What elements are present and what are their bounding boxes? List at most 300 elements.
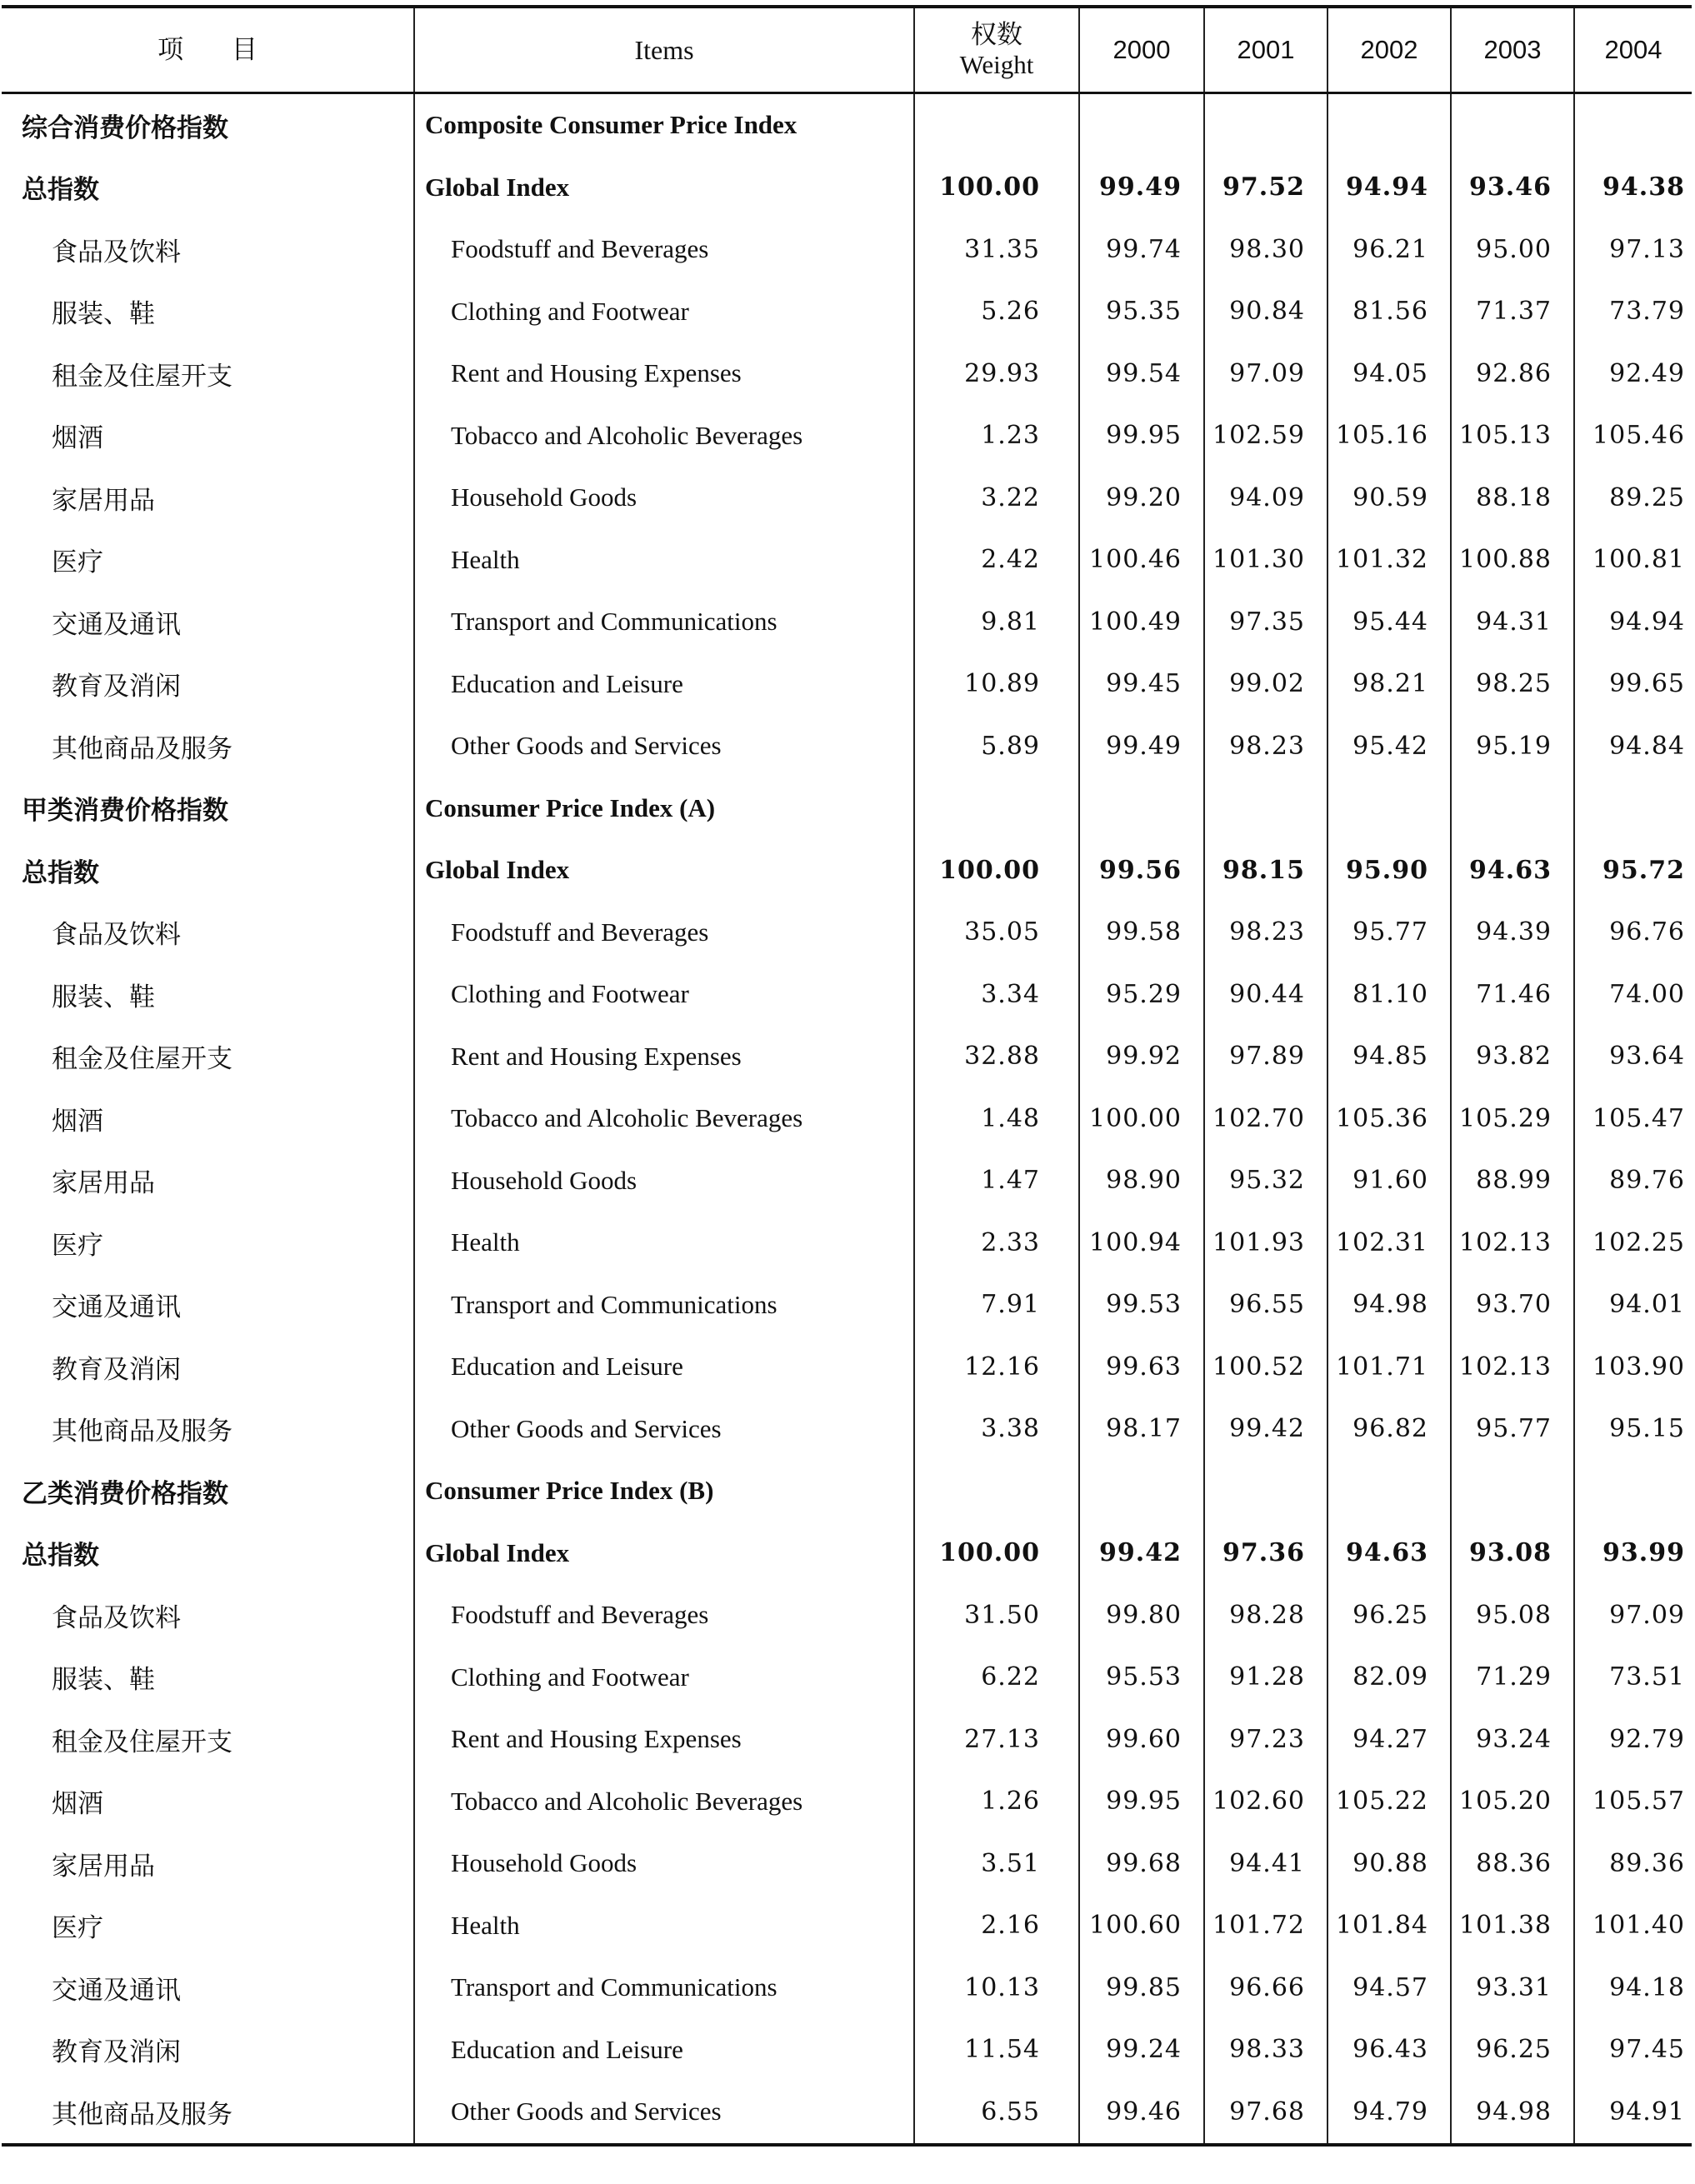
table-row	[2, 1274, 1692, 1337]
item-en: Tobacco and Alcoholic Beverages	[414, 1087, 914, 1150]
table-row	[2, 1087, 1692, 1150]
value-cell: 95.29	[1079, 963, 1204, 1026]
table-row	[2, 218, 1692, 281]
section-title-en: Consumer Price Index (B)	[414, 1460, 914, 1522]
value-cell: 105.16	[1328, 405, 1451, 467]
table-row	[2, 2081, 1692, 2145]
item-en: Education and Leisure	[414, 2019, 914, 2082]
header-year: 2003	[1451, 7, 1574, 93]
table-row	[2, 2019, 1692, 2082]
value-cell: 96.55	[1204, 1274, 1328, 1337]
value-cell: 95.90	[1328, 839, 1451, 902]
header-year: 2004	[1574, 7, 1692, 93]
weight-cell: 12.16	[914, 1336, 1079, 1398]
table-body	[2, 93, 1692, 2145]
item-zh: 总指数	[2, 157, 414, 219]
value-cell: 97.89	[1204, 1026, 1328, 1088]
value-cell: 99.20	[1079, 467, 1204, 529]
empty-cell	[1451, 1460, 1574, 1522]
value-cell: 105.20	[1451, 1771, 1574, 1833]
value-cell: 94.39	[1451, 902, 1574, 964]
value-cell: 94.94	[1609, 607, 1685, 637]
value-cell: 71.29	[1451, 1647, 1574, 1709]
table-row	[2, 1708, 1692, 1771]
section-title-zh: 综合消费价格指数	[2, 93, 414, 157]
empty-cell	[914, 1460, 1079, 1522]
value-cell: 102.59	[1204, 405, 1328, 467]
table-row	[2, 591, 1692, 653]
value-cell: 93.64	[1609, 1042, 1685, 1072]
value-cell: 95.00	[1451, 218, 1574, 281]
table-row	[2, 1150, 1692, 1212]
value-cell: 101.30	[1204, 529, 1328, 592]
table-row	[2, 529, 1692, 592]
value-cell: 100.00	[1079, 1087, 1204, 1150]
value-cell: 99.42	[1079, 1522, 1204, 1585]
value-cell: 94.94	[1328, 157, 1451, 219]
section-header-row	[2, 777, 1692, 840]
header-item-zh: 项 目	[2, 7, 414, 93]
table-row	[2, 1832, 1692, 1895]
weight-cell: 1.48	[914, 1087, 1079, 1150]
value-cell: 97.36	[1204, 1522, 1328, 1585]
weight-cell: 1.26	[914, 1771, 1079, 1833]
value-cell: 71.46	[1451, 963, 1574, 1026]
value-cell: 99.54	[1079, 342, 1204, 405]
value-cell: 94.63	[1328, 1522, 1451, 1585]
value-cell: 97.13	[1609, 234, 1685, 264]
table-row	[2, 1212, 1692, 1274]
value-cell: 99.56	[1079, 839, 1204, 902]
value-cell: 93.24	[1451, 1708, 1574, 1771]
value-cell: 100.81	[1592, 545, 1685, 575]
value-cell: 98.15	[1204, 839, 1328, 902]
value-cell: 99.60	[1079, 1708, 1204, 1771]
value-cell: 94.18	[1609, 1972, 1685, 2002]
section-title-en: Consumer Price Index (A)	[414, 777, 914, 840]
value-cell: 74.00	[1609, 979, 1685, 1009]
table-row	[2, 653, 1692, 716]
item-zh: 交通及通讯	[2, 591, 414, 653]
value-cell: 105.36	[1328, 1087, 1451, 1150]
value-cell: 100.88	[1451, 529, 1574, 592]
item-en: Global Index	[414, 1522, 914, 1585]
value-cell: 95.72	[1602, 855, 1685, 885]
total-row	[2, 157, 1692, 219]
value-cell: 97.52	[1204, 157, 1328, 219]
value-cell: 93.31	[1451, 1957, 1574, 2019]
empty-cell	[1328, 93, 1451, 157]
value-cell: 99.24	[1079, 2019, 1204, 2082]
value-cell: 105.29	[1451, 1087, 1574, 1150]
value-cell: 94.38	[1602, 172, 1685, 202]
weight-cell: 2.16	[914, 1895, 1079, 1957]
header-weight	[914, 7, 1079, 93]
empty-cell	[1204, 1460, 1328, 1522]
section-title-zh: 乙类消费价格指数	[2, 1460, 414, 1522]
value-cell: 96.25	[1328, 1584, 1451, 1647]
table-row	[2, 405, 1692, 467]
weight-cell: 10.13	[914, 1957, 1079, 2019]
item-en: Rent and Housing Expenses	[414, 342, 914, 405]
value-cell: 93.99	[1602, 1538, 1685, 1568]
empty-cell	[1574, 1460, 1692, 1522]
value-cell: 101.38	[1451, 1895, 1574, 1957]
value-cell: 98.28	[1204, 1584, 1328, 1647]
weight-cell: 9.81	[914, 591, 1079, 653]
item-en: Other Goods and Services	[414, 715, 914, 777]
weight-cell: 6.55	[914, 2081, 1079, 2145]
value-cell: 99.63	[1079, 1336, 1204, 1398]
table-row	[2, 902, 1692, 964]
empty-cell	[914, 93, 1079, 157]
value-cell: 93.70	[1451, 1274, 1574, 1337]
item-zh: 烟酒	[2, 405, 414, 467]
item-en: Household Goods	[414, 1832, 914, 1895]
value-cell: 101.32	[1328, 529, 1451, 592]
value-cell: 101.93	[1204, 1212, 1328, 1274]
value-cell: 95.15	[1609, 1414, 1685, 1444]
value-cell: 97.09	[1609, 1600, 1685, 1630]
item-en: Health	[414, 529, 914, 592]
header-year: 2002	[1328, 7, 1451, 93]
value-cell: 96.43	[1328, 2019, 1451, 2082]
empty-cell	[914, 777, 1079, 840]
table-row	[2, 1026, 1692, 1088]
value-cell: 101.71	[1328, 1336, 1451, 1398]
value-cell: 73.79	[1609, 297, 1685, 327]
weight-cell: 1.47	[914, 1150, 1079, 1212]
value-cell: 95.35	[1079, 281, 1204, 343]
value-cell: 102.13	[1451, 1336, 1574, 1398]
header-item-en: Items	[414, 7, 914, 93]
weight-cell: 29.93	[914, 342, 1079, 405]
table-row	[2, 1895, 1692, 1957]
item-zh: 食品及饮料	[2, 902, 414, 964]
value-cell: 102.31	[1328, 1212, 1451, 1274]
value-cell: 97.45	[1609, 2035, 1685, 2065]
value-cell: 97.09	[1204, 342, 1328, 405]
value-cell: 95.77	[1451, 1398, 1574, 1461]
item-en: Education and Leisure	[414, 1336, 914, 1398]
section-title-en: Composite Consumer Price Index	[414, 93, 914, 157]
value-cell: 96.76	[1609, 917, 1685, 947]
value-cell: 92.49	[1609, 358, 1685, 388]
item-en: Foodstuff and Beverages	[414, 218, 914, 281]
value-cell: 100.46	[1079, 529, 1204, 592]
value-cell: 94.05	[1328, 342, 1451, 405]
value-cell: 99.02	[1204, 653, 1328, 716]
value-cell: 99.80	[1079, 1584, 1204, 1647]
item-zh: 教育及消闲	[2, 1336, 414, 1398]
item-zh: 服装、鞋	[2, 963, 414, 1026]
item-en: Clothing and Footwear	[414, 963, 914, 1026]
value-cell: 99.95	[1079, 1771, 1204, 1833]
item-zh: 食品及饮料	[2, 218, 414, 281]
item-zh: 总指数	[2, 839, 414, 902]
header-year: 2000	[1079, 7, 1204, 93]
value-cell: 89.76	[1609, 1166, 1685, 1196]
item-en: Other Goods and Services	[414, 1398, 914, 1461]
item-zh: 服装、鞋	[2, 1647, 414, 1709]
value-cell: 99.46	[1079, 2081, 1204, 2145]
value-cell: 99.58	[1079, 902, 1204, 964]
value-cell: 93.82	[1451, 1026, 1574, 1088]
item-zh: 医疗	[2, 1895, 414, 1957]
value-cell: 94.27	[1328, 1708, 1451, 1771]
value-cell: 96.25	[1451, 2019, 1574, 2082]
table-row	[2, 1336, 1692, 1398]
value-cell: 94.85	[1328, 1026, 1451, 1088]
value-cell: 94.63	[1451, 839, 1574, 902]
item-en: Global Index	[414, 157, 914, 219]
item-en: Transport and Communications	[414, 1274, 914, 1337]
value-cell: 94.79	[1328, 2081, 1451, 2145]
value-cell: 101.84	[1328, 1895, 1451, 1957]
value-cell: 93.08	[1451, 1522, 1574, 1585]
value-cell: 94.84	[1609, 731, 1685, 761]
value-cell: 105.57	[1592, 1787, 1685, 1817]
table-row	[2, 1398, 1692, 1461]
weight-cell: 7.91	[914, 1274, 1079, 1337]
item-zh: 总指数	[2, 1522, 414, 1585]
empty-cell	[1574, 93, 1692, 157]
value-cell: 92.86	[1451, 342, 1574, 405]
item-zh: 租金及住屋开支	[2, 1708, 414, 1771]
value-cell: 100.94	[1079, 1212, 1204, 1274]
value-cell: 90.88	[1328, 1832, 1451, 1895]
item-en: Household Goods	[414, 467, 914, 529]
item-zh: 教育及消闲	[2, 653, 414, 716]
item-en: Transport and Communications	[414, 591, 914, 653]
value-cell: 101.40	[1592, 1911, 1685, 1941]
table-row	[2, 467, 1692, 529]
value-cell: 102.13	[1451, 1212, 1574, 1274]
weight-cell: 3.38	[914, 1398, 1079, 1461]
empty-cell	[1328, 777, 1451, 840]
value-cell: 96.66	[1204, 1957, 1328, 2019]
value-cell: 103.90	[1592, 1352, 1685, 1382]
weight-cell: 31.50	[914, 1584, 1079, 1647]
item-en: Clothing and Footwear	[414, 1647, 914, 1709]
value-cell: 94.01	[1609, 1290, 1685, 1320]
value-cell: 98.33	[1204, 2019, 1328, 2082]
table-row	[2, 1647, 1692, 1709]
value-cell: 95.77	[1328, 902, 1451, 964]
item-zh: 食品及饮料	[2, 1584, 414, 1647]
value-cell: 97.23	[1204, 1708, 1328, 1771]
value-cell: 100.60	[1079, 1895, 1204, 1957]
value-cell: 95.08	[1451, 1584, 1574, 1647]
header-year: 2001	[1204, 7, 1328, 93]
value-cell: 95.42	[1328, 715, 1451, 777]
item-zh: 医疗	[2, 529, 414, 592]
value-cell: 101.72	[1204, 1895, 1328, 1957]
value-cell: 97.35	[1204, 591, 1328, 653]
empty-cell	[1079, 777, 1204, 840]
item-en: Tobacco and Alcoholic Beverages	[414, 1771, 914, 1833]
empty-cell	[1328, 1460, 1451, 1522]
value-cell: 97.68	[1204, 2081, 1328, 2145]
empty-cell	[1204, 777, 1328, 840]
value-cell: 98.23	[1204, 715, 1328, 777]
weight-cell: 32.88	[914, 1026, 1079, 1088]
weight-cell: 100.00	[914, 839, 1079, 902]
value-cell: 95.53	[1079, 1647, 1204, 1709]
empty-cell	[1451, 777, 1574, 840]
item-en: Household Goods	[414, 1150, 914, 1212]
item-en: Rent and Housing Expenses	[414, 1026, 914, 1088]
value-cell: 89.25	[1609, 482, 1685, 512]
empty-cell	[1204, 93, 1328, 157]
weight-cell: 6.22	[914, 1647, 1079, 1709]
weight-cell: 3.22	[914, 467, 1079, 529]
item-en: Foodstuff and Beverages	[414, 902, 914, 964]
item-en: Tobacco and Alcoholic Beverages	[414, 405, 914, 467]
item-zh: 其他商品及服务	[2, 2081, 414, 2145]
value-cell: 99.53	[1079, 1274, 1204, 1337]
section-header-row	[2, 93, 1692, 157]
weight-cell: 10.89	[914, 653, 1079, 716]
value-cell: 94.31	[1451, 591, 1574, 653]
item-en: Clothing and Footwear	[414, 281, 914, 343]
value-cell: 99.95	[1079, 405, 1204, 467]
weight-cell: 35.05	[914, 902, 1079, 964]
table-row	[2, 1584, 1692, 1647]
value-cell: 88.36	[1451, 1832, 1574, 1895]
item-en: Transport and Communications	[414, 1957, 914, 2019]
item-en: Health	[414, 1895, 914, 1957]
table-header	[2, 7, 1692, 93]
weight-cell: 31.35	[914, 218, 1079, 281]
value-cell: 102.60	[1204, 1771, 1328, 1833]
value-cell: 94.91	[1609, 2097, 1685, 2127]
item-zh: 教育及消闲	[2, 2019, 414, 2082]
weight-cell: 100.00	[914, 1522, 1079, 1585]
value-cell: 99.92	[1079, 1026, 1204, 1088]
value-cell: 89.36	[1609, 1848, 1685, 1878]
item-zh: 租金及住屋开支	[2, 1026, 414, 1088]
table-row	[2, 342, 1692, 405]
empty-cell	[1574, 777, 1692, 840]
value-cell: 91.60	[1328, 1150, 1451, 1212]
item-en: Other Goods and Services	[414, 2081, 914, 2145]
table-row	[2, 963, 1692, 1026]
weight-cell: 2.42	[914, 529, 1079, 592]
item-zh: 租金及住屋开支	[2, 342, 414, 405]
value-cell: 102.70	[1204, 1087, 1328, 1150]
empty-cell	[1079, 1460, 1204, 1522]
table-row	[2, 1957, 1692, 2019]
value-cell: 96.21	[1328, 218, 1451, 281]
value-cell: 99.42	[1204, 1398, 1328, 1461]
value-cell: 98.30	[1204, 218, 1328, 281]
value-cell: 105.46	[1592, 421, 1685, 451]
value-cell: 71.37	[1451, 281, 1574, 343]
header-weight-en: Weight	[959, 50, 1034, 79]
value-cell: 94.41	[1204, 1832, 1328, 1895]
total-row	[2, 1522, 1692, 1585]
value-cell: 82.09	[1328, 1647, 1451, 1709]
value-cell: 102.25	[1592, 1227, 1685, 1257]
item-zh: 家居用品	[2, 467, 414, 529]
value-cell: 98.23	[1204, 902, 1328, 964]
value-cell: 100.52	[1204, 1336, 1328, 1398]
value-cell: 90.84	[1204, 281, 1328, 343]
value-cell: 94.98	[1451, 2081, 1574, 2145]
value-cell: 91.28	[1204, 1647, 1328, 1709]
value-cell: 98.17	[1079, 1398, 1204, 1461]
weight-cell: 1.23	[914, 405, 1079, 467]
value-cell: 98.90	[1079, 1150, 1204, 1212]
value-cell: 105.47	[1592, 1103, 1685, 1133]
value-cell: 94.98	[1328, 1274, 1451, 1337]
value-cell: 99.85	[1079, 1957, 1204, 2019]
value-cell: 99.65	[1609, 669, 1685, 699]
value-cell: 99.45	[1079, 653, 1204, 716]
item-en: Global Index	[414, 839, 914, 902]
item-zh: 烟酒	[2, 1771, 414, 1833]
total-row	[2, 839, 1692, 902]
weight-cell: 2.33	[914, 1212, 1079, 1274]
section-header-row	[2, 1460, 1692, 1522]
item-zh: 家居用品	[2, 1832, 414, 1895]
weight-cell: 27.13	[914, 1708, 1079, 1771]
weight-cell: 5.89	[914, 715, 1079, 777]
value-cell: 92.79	[1609, 1724, 1685, 1754]
value-cell: 90.59	[1328, 467, 1451, 529]
weight-cell: 5.26	[914, 281, 1079, 343]
value-cell: 105.22	[1328, 1771, 1451, 1833]
weight-cell: 3.34	[914, 963, 1079, 1026]
weight-cell: 3.51	[914, 1832, 1079, 1895]
item-zh: 服装、鞋	[2, 281, 414, 343]
item-zh: 烟酒	[2, 1087, 414, 1150]
empty-cell	[1079, 93, 1204, 157]
value-cell: 99.68	[1079, 1832, 1204, 1895]
value-cell: 81.56	[1328, 281, 1451, 343]
empty-cell	[1451, 93, 1574, 157]
item-en: Rent and Housing Expenses	[414, 1708, 914, 1771]
value-cell: 81.10	[1328, 963, 1451, 1026]
value-cell: 94.57	[1328, 1957, 1451, 2019]
value-cell: 96.82	[1328, 1398, 1451, 1461]
item-en: Health	[414, 1212, 914, 1274]
value-cell: 93.46	[1451, 157, 1574, 219]
value-cell: 99.49	[1079, 157, 1204, 219]
table-row	[2, 715, 1692, 777]
value-cell: 99.74	[1079, 218, 1204, 281]
value-cell: 105.13	[1451, 405, 1574, 467]
item-zh: 其他商品及服务	[2, 715, 414, 777]
item-zh: 家居用品	[2, 1150, 414, 1212]
item-en: Foodstuff and Beverages	[414, 1584, 914, 1647]
value-cell: 99.49	[1079, 715, 1204, 777]
item-zh: 其他商品及服务	[2, 1398, 414, 1461]
section-title-zh: 甲类消费价格指数	[2, 777, 414, 840]
value-cell: 90.44	[1204, 963, 1328, 1026]
value-cell: 95.44	[1328, 591, 1451, 653]
header-weight-zh: 权数	[971, 20, 1022, 50]
cpi-table	[2, 5, 1692, 2147]
table-row	[2, 1771, 1692, 1833]
table-row	[2, 281, 1692, 343]
weight-cell: 100.00	[914, 157, 1079, 219]
item-zh: 交通及通讯	[2, 1274, 414, 1337]
item-zh: 交通及通讯	[2, 1957, 414, 2019]
value-cell: 94.09	[1204, 467, 1328, 529]
value-cell: 88.18	[1451, 467, 1574, 529]
